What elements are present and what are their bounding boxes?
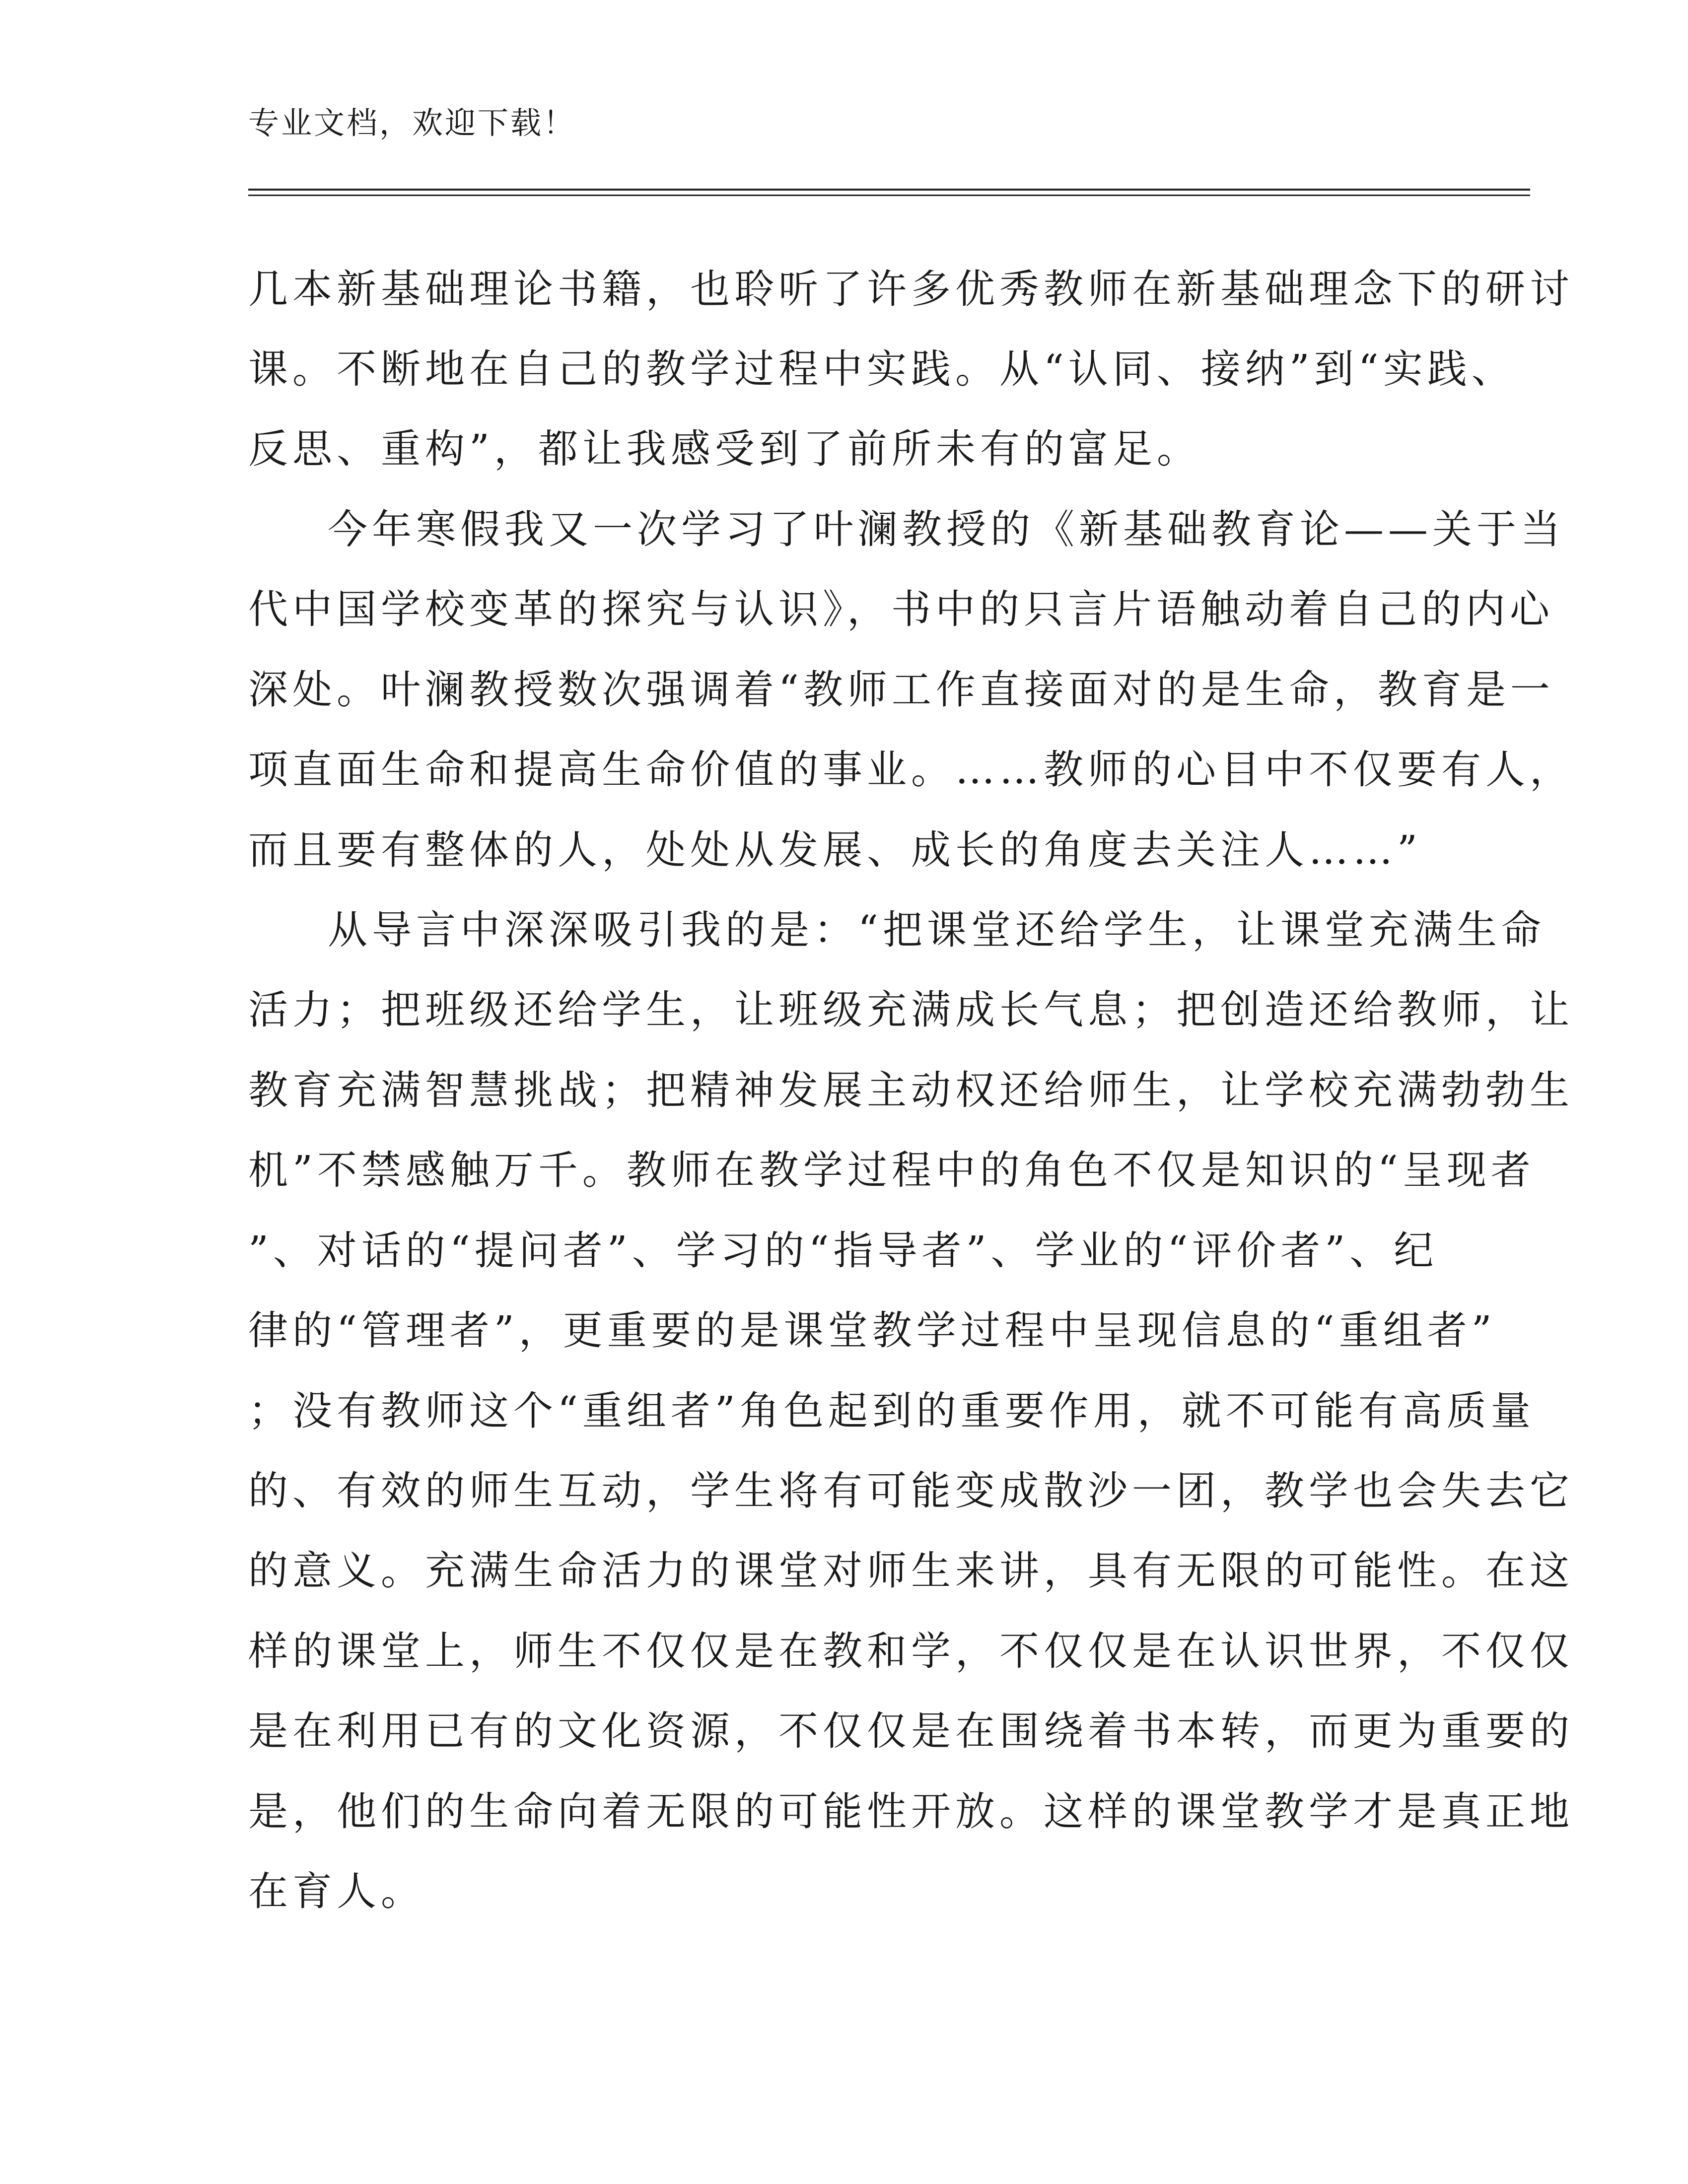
body-line: 的意义。充满生命活力的课堂对师生来讲，具有无限的可能性。在这	[248, 1548, 1574, 1594]
body-line: 活力；把班级还给学生，让班级充满成长气息；把创造还给教师，让	[248, 987, 1574, 1033]
body-line: 代中国学校变革的探究与认识》，书中的只言片语触动着自己的内心	[248, 586, 1554, 632]
header-text: 专业文档，欢迎下载！	[248, 105, 576, 141]
body-line: 是在利用已有的文化资源，不仅仅是在围绕着书本转，而更为重要的	[248, 1708, 1574, 1754]
body-line: 律的“管理者”，更重要的是课堂教学过程中呈现信息的“重组者”	[248, 1307, 1496, 1354]
body-line: 样的课堂上，师生不仅仅是在教和学，不仅仅是在认识世界，不仅仅	[248, 1628, 1574, 1674]
body-line: 而且要有整体的人，处处从发展、成长的角度去关注人……”	[248, 827, 1422, 873]
body-line: 项直面生命和提高生命价值的事业。……教师的心目中不仅要有人，	[248, 747, 1574, 793]
body-line: 几本新基础理论书籍，也聆听了许多优秀教师在新基础理念下的研讨	[248, 266, 1574, 312]
body-line: 课。不断地在自己的教学过程中实践。从“认同、接纳”到“实践、	[248, 346, 1516, 392]
paragraph-first-line: 从导言中深深吸引我的是：“把课堂还给学生，让课堂充满生命	[328, 907, 1546, 953]
paragraph-first-line: 今年寒假我又一次学习了叶澜教授的《新基础教育论——关于当	[328, 506, 1565, 552]
header-divider	[248, 189, 1530, 191]
body-line: 深处。叶澜教授数次强调着“教师工作直接面对的是生命，教育是一	[248, 667, 1554, 713]
header-divider-second	[248, 195, 1530, 196]
body-line: 是，他们的生命向着无限的可能性开放。这样的课堂教学才是真正地	[248, 1788, 1574, 1835]
body-line: 教育充满智慧挑战；把精神发展主动权还给师生，让学校充满勃勃生	[248, 1067, 1574, 1113]
body-line: 机”不禁感触万千。教师在教学过程中的角色不仅是知识的“呈现者	[248, 1147, 1535, 1193]
body-line: ”、对话的“提问者”、学习的“指导者”、学业的“评价者”、纪	[248, 1228, 1438, 1274]
body-line: 的、有效的师生互动，学生将有可能变成散沙一团，教学也会失去它	[248, 1468, 1574, 1514]
body-line: 在育人。	[248, 1868, 425, 1914]
body-line: ；没有教师这个“重组者”角色起到的重要作用，就不可能有高质量	[248, 1388, 1535, 1434]
body-line: 反思、重构”，都让我感受到了前所未有的富足。	[248, 426, 1201, 472]
